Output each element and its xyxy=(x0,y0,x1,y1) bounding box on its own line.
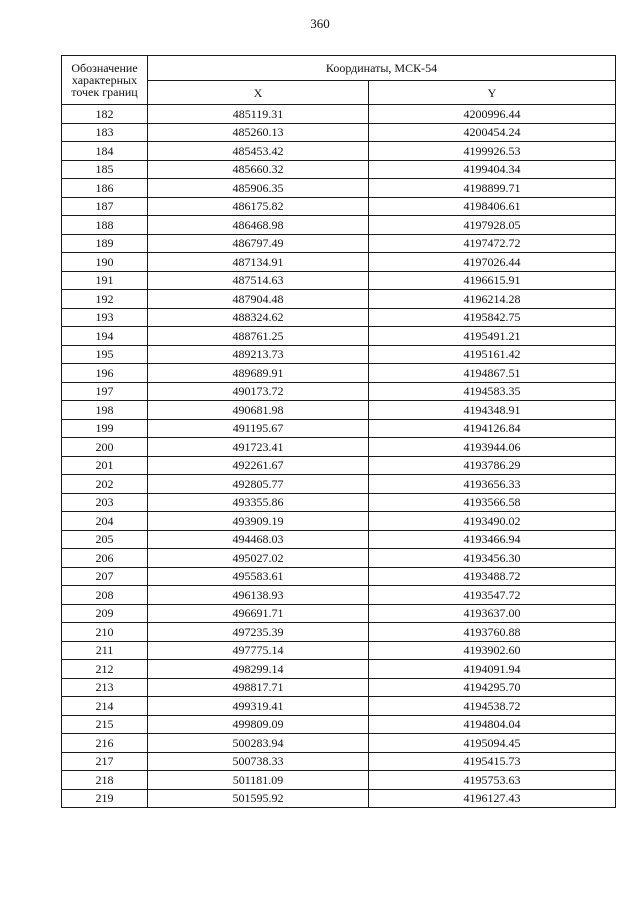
x-coordinate-cell xyxy=(148,327,369,346)
y-coordinate-cell xyxy=(369,160,616,179)
point-number-cell: 184 xyxy=(62,142,148,161)
y-coordinate-cell xyxy=(369,678,616,697)
y-coordinate-cell xyxy=(369,530,616,549)
y-coordinate-cell xyxy=(369,493,616,512)
y-coordinate-value: 4193656.33 xyxy=(463,476,521,491)
y-coordinate-cell xyxy=(369,142,616,161)
table-row xyxy=(62,752,616,771)
x-coordinate-cell xyxy=(148,234,369,253)
coordinates-table xyxy=(61,55,616,808)
y-coordinate-cell xyxy=(369,512,616,531)
y-coordinate-value: 4199404.34 xyxy=(463,162,521,177)
y-coordinate-value: 4198406.61 xyxy=(463,199,521,214)
table-row xyxy=(62,493,616,512)
y-coordinate-cell xyxy=(369,123,616,142)
point-number-cell: 193 xyxy=(62,308,148,327)
y-coordinate-cell xyxy=(369,475,616,494)
x-coordinate-cell xyxy=(148,456,369,475)
y-coordinate-cell xyxy=(369,197,616,216)
x-coordinate-cell xyxy=(148,105,369,124)
table-row xyxy=(62,123,616,142)
x-coordinate-value: 487904.48 xyxy=(232,291,284,306)
table-row xyxy=(62,142,616,161)
x-coordinate-cell xyxy=(148,734,369,753)
y-coordinate-cell xyxy=(369,549,616,568)
table-row xyxy=(62,179,616,198)
y-coordinate-value: 4196127.43 xyxy=(463,791,521,806)
y-coordinate-cell xyxy=(369,438,616,457)
x-coordinate-cell xyxy=(148,197,369,216)
point-number-cell: 199 xyxy=(62,419,148,438)
table-row xyxy=(62,197,616,216)
x-coordinate-cell xyxy=(148,623,369,642)
y-coordinate-value: 4193466.94 xyxy=(463,532,521,547)
point-number-cell: 214 xyxy=(62,697,148,716)
x-coordinate-value: 485660.32 xyxy=(232,162,284,177)
y-coordinate-value: 4195842.75 xyxy=(463,310,521,325)
x-coordinate-value: 498299.14 xyxy=(232,661,284,676)
x-coordinate-value: 489213.73 xyxy=(232,347,284,362)
point-number-cell: 183 xyxy=(62,123,148,142)
table-row xyxy=(62,604,616,623)
x-coordinate-cell xyxy=(148,697,369,716)
table-row xyxy=(62,530,616,549)
table-row xyxy=(62,734,616,753)
y-coordinate-value: 4194538.72 xyxy=(463,698,521,713)
point-number-cell: 216 xyxy=(62,734,148,753)
y-coordinate-cell xyxy=(369,660,616,679)
y-coordinate-value: 4194295.70 xyxy=(463,680,521,695)
point-number-cell: 217 xyxy=(62,752,148,771)
point-number-cell: 182 xyxy=(62,105,148,124)
point-number-cell: 187 xyxy=(62,197,148,216)
x-coordinate-cell xyxy=(148,123,369,142)
y-coordinate-value: 4194804.04 xyxy=(463,717,521,732)
y-coordinate-value: 4194091.94 xyxy=(463,661,521,676)
y-coordinate-value: 4194348.91 xyxy=(463,402,521,417)
table-row xyxy=(62,401,616,420)
x-coordinate-value: 493909.19 xyxy=(232,513,284,528)
point-number-cell: 219 xyxy=(62,789,148,808)
x-coordinate-value: 489689.91 xyxy=(232,365,284,380)
y-coordinate-value: 4193944.06 xyxy=(463,439,521,454)
x-coordinate-cell xyxy=(148,216,369,235)
point-number-cell: 195 xyxy=(62,345,148,364)
table-row xyxy=(62,364,616,383)
table-row xyxy=(62,678,616,697)
point-number-cell: 215 xyxy=(62,715,148,734)
table-row xyxy=(62,419,616,438)
point-number-cell: 203 xyxy=(62,493,148,512)
point-number-cell: 188 xyxy=(62,216,148,235)
point-number-cell: 200 xyxy=(62,438,148,457)
header-x: X xyxy=(148,81,369,105)
y-coordinate-value: 4197026.44 xyxy=(463,254,521,269)
table-row xyxy=(62,105,616,124)
x-coordinate-cell xyxy=(148,493,369,512)
y-coordinate-cell xyxy=(369,382,616,401)
table-row xyxy=(62,567,616,586)
y-coordinate-value: 4197928.05 xyxy=(463,217,521,232)
x-coordinate-value: 486468.98 xyxy=(232,217,284,232)
table-row xyxy=(62,308,616,327)
x-coordinate-value: 496138.93 xyxy=(232,587,284,602)
y-coordinate-cell xyxy=(369,734,616,753)
point-number-cell: 190 xyxy=(62,253,148,272)
y-coordinate-cell xyxy=(369,401,616,420)
y-coordinate-cell xyxy=(369,752,616,771)
table-row xyxy=(62,271,616,290)
x-coordinate-cell xyxy=(148,660,369,679)
x-coordinate-value: 497775.14 xyxy=(232,643,284,658)
y-coordinate-value: 4195094.45 xyxy=(463,735,521,750)
y-coordinate-cell xyxy=(369,216,616,235)
y-coordinate-cell xyxy=(369,290,616,309)
x-coordinate-value: 488324.62 xyxy=(232,310,284,325)
x-coordinate-value: 487514.63 xyxy=(232,273,284,288)
x-coordinate-value: 499319.41 xyxy=(232,698,284,713)
table-row xyxy=(62,234,616,253)
x-coordinate-cell xyxy=(148,160,369,179)
y-coordinate-cell xyxy=(369,327,616,346)
x-coordinate-cell xyxy=(148,771,369,790)
table-row xyxy=(62,382,616,401)
y-coordinate-value: 4193760.88 xyxy=(463,624,521,639)
y-coordinate-cell xyxy=(369,419,616,438)
x-coordinate-cell xyxy=(148,364,369,383)
point-number-cell: 185 xyxy=(62,160,148,179)
point-number-cell: 213 xyxy=(62,678,148,697)
y-coordinate-value: 4195415.73 xyxy=(463,754,521,769)
y-coordinate-cell xyxy=(369,364,616,383)
table-body xyxy=(62,105,616,808)
y-coordinate-value: 4193566.58 xyxy=(463,495,521,510)
table-row xyxy=(62,475,616,494)
y-coordinate-cell xyxy=(369,586,616,605)
y-coordinate-value: 4195161.42 xyxy=(463,347,521,362)
x-coordinate-cell xyxy=(148,382,369,401)
point-number-cell: 208 xyxy=(62,586,148,605)
table-row xyxy=(62,586,616,605)
x-coordinate-cell xyxy=(148,641,369,660)
x-coordinate-value: 501181.09 xyxy=(232,772,284,787)
header-y: Y xyxy=(369,81,616,105)
x-coordinate-value: 494468.03 xyxy=(232,532,284,547)
y-coordinate-value: 4193902.60 xyxy=(463,643,521,658)
point-number-cell: 212 xyxy=(62,660,148,679)
x-coordinate-value: 492261.67 xyxy=(232,458,284,473)
x-coordinate-value: 500283.94 xyxy=(232,735,284,750)
table-row xyxy=(62,160,616,179)
page-number: 360 xyxy=(310,16,330,31)
x-coordinate-value: 500738.33 xyxy=(232,754,284,769)
y-coordinate-value: 4200996.44 xyxy=(463,106,521,121)
x-coordinate-value: 485906.35 xyxy=(232,180,284,195)
x-coordinate-value: 490681.98 xyxy=(232,402,284,417)
y-coordinate-cell xyxy=(369,234,616,253)
table-row xyxy=(62,512,616,531)
y-coordinate-cell xyxy=(369,253,616,272)
y-coordinate-value: 4193637.00 xyxy=(463,606,521,621)
point-number-cell: 186 xyxy=(62,179,148,198)
point-number-cell: 210 xyxy=(62,623,148,642)
x-coordinate-value: 501595.92 xyxy=(232,791,284,806)
point-number-cell: 206 xyxy=(62,549,148,568)
y-coordinate-value: 4195491.21 xyxy=(463,328,521,343)
y-coordinate-cell xyxy=(369,604,616,623)
x-coordinate-cell xyxy=(148,715,369,734)
point-number-cell: 198 xyxy=(62,401,148,420)
table-row xyxy=(62,438,616,457)
y-coordinate-value: 4194867.51 xyxy=(463,365,521,380)
y-coordinate-cell xyxy=(369,789,616,808)
x-coordinate-cell xyxy=(148,142,369,161)
x-coordinate-cell xyxy=(148,789,369,808)
y-coordinate-cell xyxy=(369,715,616,734)
x-coordinate-cell xyxy=(148,271,369,290)
y-coordinate-cell xyxy=(369,308,616,327)
y-coordinate-value: 4195753.63 xyxy=(463,772,521,787)
x-coordinate-cell xyxy=(148,345,369,364)
table-row xyxy=(62,345,616,364)
y-coordinate-value: 4193488.72 xyxy=(463,569,521,584)
y-coordinate-value: 4194126.84 xyxy=(463,421,521,436)
y-coordinate-value: 4200454.24 xyxy=(463,125,521,140)
point-number-cell: 207 xyxy=(62,567,148,586)
x-coordinate-value: 495027.02 xyxy=(232,550,284,565)
point-number-cell: 197 xyxy=(62,382,148,401)
y-coordinate-cell xyxy=(369,641,616,660)
x-coordinate-cell xyxy=(148,512,369,531)
y-coordinate-value: 4193456.30 xyxy=(463,550,521,565)
x-coordinate-value: 490173.72 xyxy=(232,384,284,399)
point-number-cell: 192 xyxy=(62,290,148,309)
y-coordinate-value: 4199926.53 xyxy=(463,143,521,158)
y-coordinate-value: 4194583.35 xyxy=(463,384,521,399)
y-coordinate-cell xyxy=(369,623,616,642)
x-coordinate-cell xyxy=(148,290,369,309)
x-coordinate-cell xyxy=(148,567,369,586)
x-coordinate-value: 498817.71 xyxy=(232,680,284,695)
y-coordinate-value: 4196615.91 xyxy=(463,273,521,288)
y-coordinate-value: 4198899.71 xyxy=(463,180,521,195)
point-number-cell: 205 xyxy=(62,530,148,549)
table-row xyxy=(62,327,616,346)
y-coordinate-cell xyxy=(369,105,616,124)
point-number-cell: 218 xyxy=(62,771,148,790)
x-coordinate-cell xyxy=(148,308,369,327)
point-number-cell: 201 xyxy=(62,456,148,475)
table-row xyxy=(62,789,616,808)
x-coordinate-value: 499809.09 xyxy=(232,717,284,732)
x-coordinate-value: 495583.61 xyxy=(232,569,284,584)
x-coordinate-value: 488761.25 xyxy=(232,328,284,343)
x-coordinate-cell xyxy=(148,678,369,697)
y-coordinate-cell xyxy=(369,179,616,198)
y-coordinate-cell xyxy=(369,456,616,475)
table-row xyxy=(62,641,616,660)
point-number-cell: 209 xyxy=(62,604,148,623)
x-coordinate-value: 485119.31 xyxy=(232,106,284,121)
y-coordinate-value: 4197472.72 xyxy=(463,236,521,251)
x-coordinate-value: 486797.49 xyxy=(232,236,284,251)
y-coordinate-value: 4193547.72 xyxy=(463,587,521,602)
x-coordinate-value: 496691.71 xyxy=(232,606,284,621)
point-number-cell: 196 xyxy=(62,364,148,383)
x-coordinate-cell xyxy=(148,752,369,771)
point-number-cell: 189 xyxy=(62,234,148,253)
x-coordinate-cell xyxy=(148,438,369,457)
table-row xyxy=(62,216,616,235)
table-row xyxy=(62,456,616,475)
table-row xyxy=(62,549,616,568)
x-coordinate-cell xyxy=(148,419,369,438)
x-coordinate-cell xyxy=(148,586,369,605)
header-coordinates: Координаты, МСК-54 xyxy=(148,56,616,81)
x-coordinate-value: 485260.13 xyxy=(232,125,284,140)
x-coordinate-value: 492805.77 xyxy=(232,476,284,491)
x-coordinate-cell xyxy=(148,475,369,494)
y-coordinate-cell xyxy=(369,771,616,790)
point-number-cell: 204 xyxy=(62,512,148,531)
x-coordinate-cell xyxy=(148,401,369,420)
point-number-cell: 211 xyxy=(62,641,148,660)
x-coordinate-value: 486175.82 xyxy=(232,199,284,214)
x-coordinate-cell xyxy=(148,604,369,623)
table-row xyxy=(62,290,616,309)
y-coordinate-value: 4193490.02 xyxy=(463,513,521,528)
y-coordinate-cell xyxy=(369,271,616,290)
x-coordinate-cell xyxy=(148,253,369,272)
header-point-designation: Обозначение характерных точек границ xyxy=(62,56,148,105)
y-coordinate-cell xyxy=(369,567,616,586)
y-coordinate-cell xyxy=(369,345,616,364)
point-number-cell: 194 xyxy=(62,327,148,346)
point-number-cell: 202 xyxy=(62,475,148,494)
table-row xyxy=(62,715,616,734)
point-number-cell: 191 xyxy=(62,271,148,290)
x-coordinate-value: 485453.42 xyxy=(232,143,284,158)
table-row xyxy=(62,660,616,679)
y-coordinate-value: 4196214.28 xyxy=(463,291,521,306)
table-row xyxy=(62,697,616,716)
table-row xyxy=(62,253,616,272)
x-coordinate-value: 491195.67 xyxy=(232,421,284,436)
x-coordinate-cell xyxy=(148,549,369,568)
x-coordinate-value: 491723.41 xyxy=(232,439,284,454)
x-coordinate-cell xyxy=(148,179,369,198)
y-coordinate-cell xyxy=(369,697,616,716)
x-coordinate-cell xyxy=(148,530,369,549)
x-coordinate-value: 497235.39 xyxy=(232,624,284,639)
table-row xyxy=(62,771,616,790)
table-row xyxy=(62,623,616,642)
x-coordinate-value: 493355.86 xyxy=(232,495,284,510)
y-coordinate-value: 4193786.29 xyxy=(463,458,521,473)
x-coordinate-value: 487134.91 xyxy=(232,254,284,269)
